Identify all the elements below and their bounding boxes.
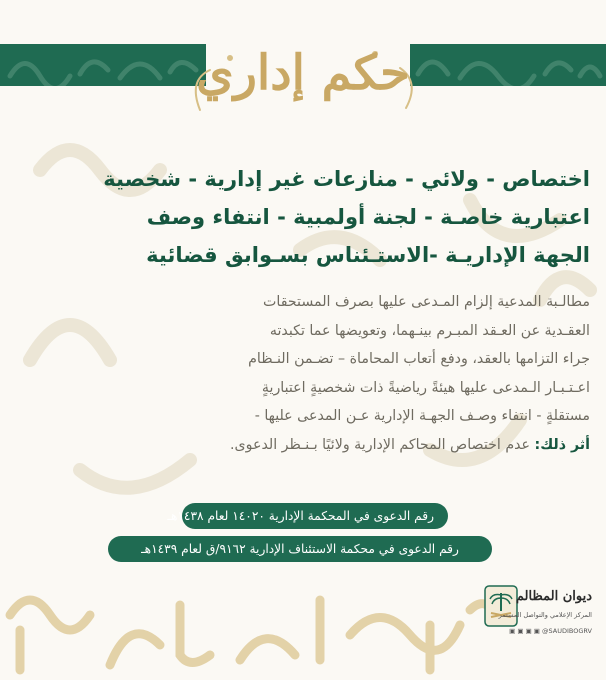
palm-swords-emblem-icon <box>484 585 518 627</box>
org-name: ديوان المظالم <box>515 589 592 604</box>
social-icons: ▣ ▣ ▣ ▣ <box>509 627 543 635</box>
organization-logo <box>478 585 598 665</box>
headline <box>18 160 590 274</box>
org-subtitle: المركز الإعلامي والتواصل المستمر <box>498 611 592 619</box>
header-band-right <box>410 44 606 86</box>
body-line-result <box>18 431 590 460</box>
body-line: مطالـبة المدعية إلزام المـدعى عليها بصرف المستحقات <box>263 294 590 310</box>
case-number-appeal: رقم الدعوى في محكمة الاستئناف الإدارية ٩١٦٢/ق لعام ١٤٣٩هـ <box>108 536 492 562</box>
social-handle <box>509 627 592 635</box>
body-line: اعـتـبـار الـمدعى عليها هيئةً رياضيةً ذات شخصيةٍ اعتباريةٍ <box>261 379 590 396</box>
body-line: مستقلةٍ - انتفاء وصـف الجهـة الإدارية عـن المدعى عليها - <box>254 408 590 424</box>
case-number-first-instance: رقم الدعوى في المحكمة الإدارية ١٤٠٢٠ لعام ١٤٣٨هـ <box>182 503 448 529</box>
headline-line: الجهة الإداريـة -الاستـئناس بسـوابق قضائية <box>146 243 590 267</box>
headline-line: اختصاص - ولائي - منازعات غير إدارية - شخصية <box>103 167 590 191</box>
result-label: أثر ذلك: <box>534 436 590 453</box>
result-text: عدم اختصاص المحاكم الإدارية ولائيًا بـنـظر الدعوى. <box>230 436 535 453</box>
footer-calligraphy-decoration <box>0 575 500 680</box>
ruling-summary <box>18 288 590 459</box>
headline-line: اعتبارية خاصـة - لجنة أولمبية - انتفاء وصف <box>146 205 590 229</box>
page-title: حكم إداري <box>196 45 410 101</box>
body-line: العقـدية عن العـقد المبـرم بينـهما، وتعويضها عما تكبدته <box>269 322 590 339</box>
social-handle-text: @SAUDIBOGRV <box>542 627 592 635</box>
header-band-pattern <box>410 44 606 86</box>
body-line: جراء التزامها بالعقد، ودفع أتعاب المحاماة – تضـمن النـظام <box>248 351 590 367</box>
